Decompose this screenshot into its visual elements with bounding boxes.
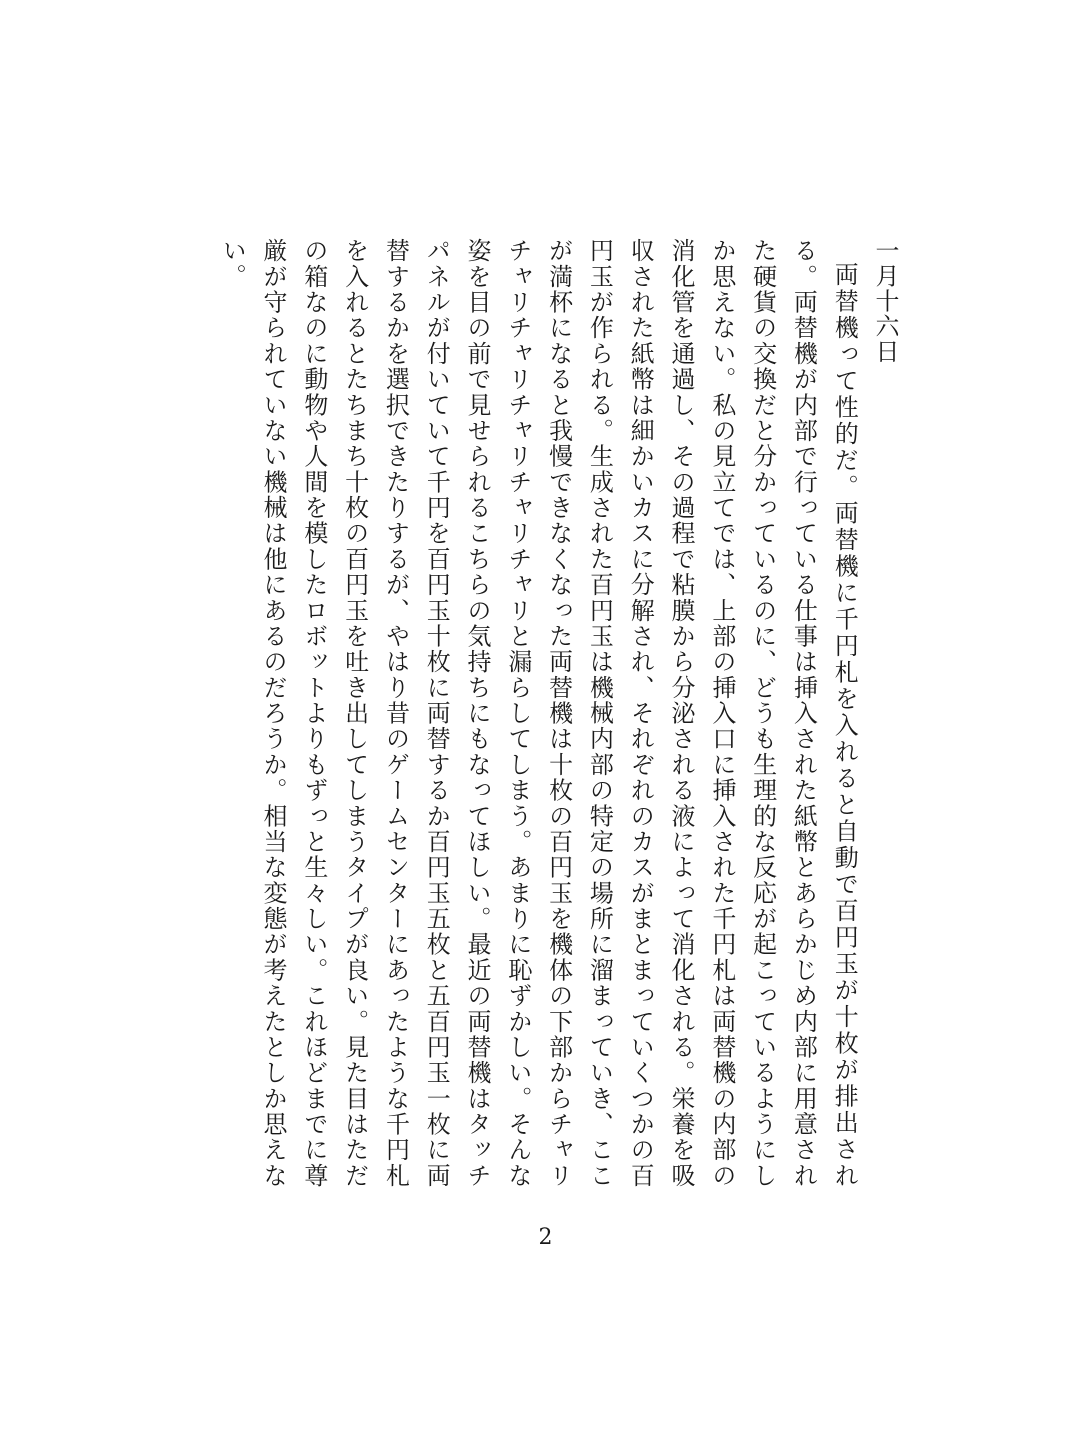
body-paragraph: 両替機って性的だ。両替機に千円札を入れると自動で百円玉が十枚が排出される。両替機が内部で行っている仕事は挿入された紙幣とあらかじめ内部に用意された硬貨の交換だと分かっているのに、どうも生理的な反応が起こっているようにしか思えない。私の見立てでは、上部の挿入口に挿入された千円札は両替機の内部の消化管を通過し、その過程で粘膜から分泌される液によって消化される。栄養を吸収された紙幣は細かいカスに分解され、それぞれのカスがまとまっていくつかの百円玉が作られる。生成された百円玉は機械内部の特定の場所に溜まっていき、ここが満杯になると我慢できなくなった両替機は十枚の百円玉を機体の下部からチャリチャリチャリチャリチャリチャリと漏らしてしまう。あまりに恥ずかしい。そんな姿を目の前で見せられるこちらの気持ちにもなってほしい。最近の両替機はタッチパネルが付いていて千円を百円玉十枚に両替するか百円玉五枚と五百円玉一枚に両替するかを選択できたりするが、やはり昔のゲームセンターにあったような千円札を入れるとたちまち十枚の百円玉を吐き出してしまうタイプが良い。見た目はただの箱なのに動物や人間を模したロボットよりもずっと生々しい。これほどまでに尊厳が守られていない機械は他にあるのだろうか。相当な変態が考えたとしか思えない。 <box>218 238 859 1188</box>
page-number: 2 <box>538 1225 553 1250</box>
vertical-text-body <box>185 238 905 1188</box>
entry-date: 一月十六日 <box>871 238 899 364</box>
